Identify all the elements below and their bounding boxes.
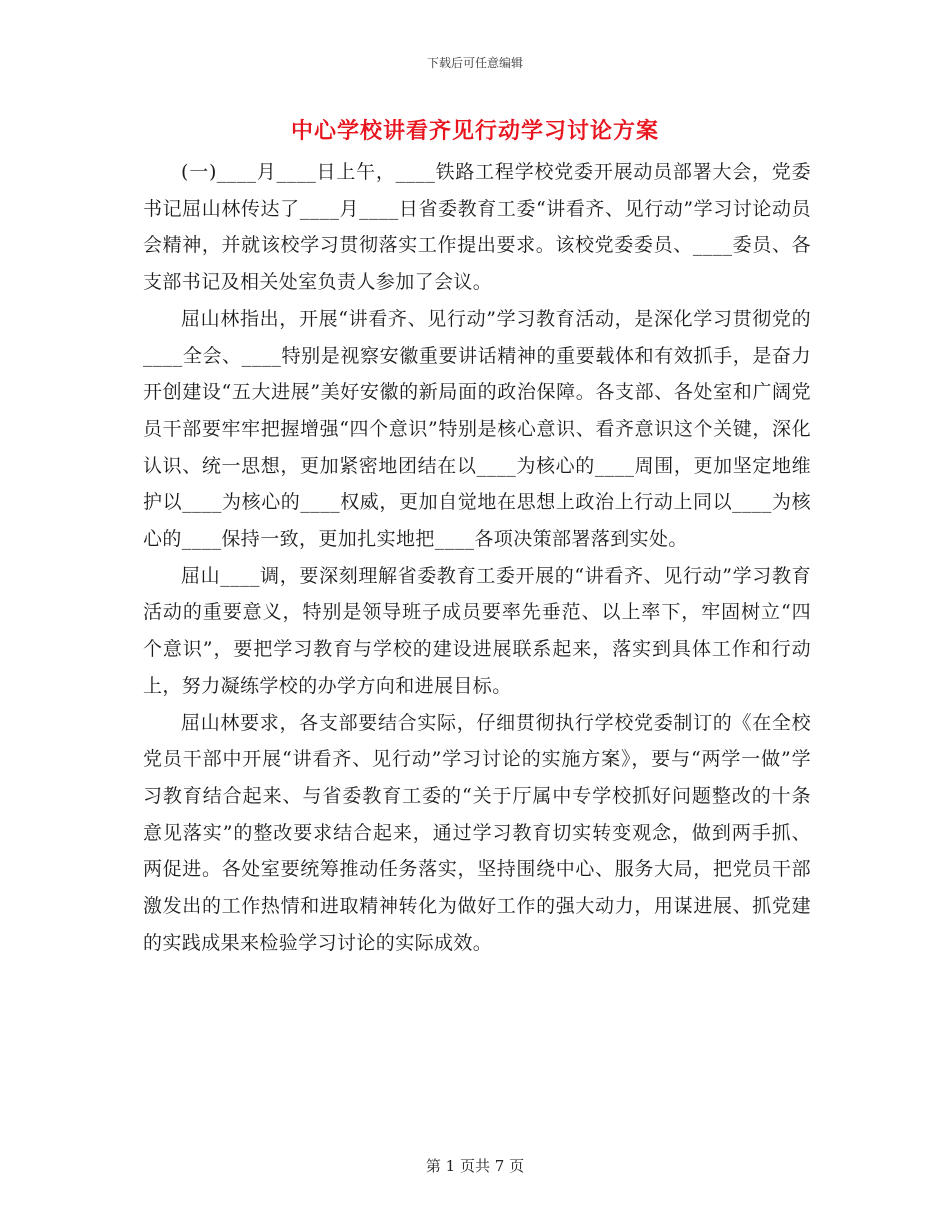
document-title: 中心学校讲看齐见行动学习讨论方案	[290, 118, 659, 144]
page-header-note: 下载后可任意编辑	[426, 56, 523, 70]
paragraph-4: 屈山林要求，各支部要结合实际，仔细贯彻执行学校党委制订的《在全校党员干部中开展“讲看齐、见行动”学习讨论的实施方案》，要与“两学一做”学习教育结合起来、与省委教育工委的“关于厅属中专学校抓好问题整改的十条意见落实”的整改要求结合起来，通过学习教育切实转变观念，做到两手抓、两促进。各处室要统筹推动任务落实，坚持围绕中心、服务大局，把党员干部激发出的工作热情和进取精神转化为做好工作的强大动力，用谋进展、抓党建的实践成果来检验学习讨论的实际成效。	[143, 711, 811, 954]
document-body	[143, 154, 811, 961]
paragraph-1: (一)____月____日上午，____铁路工程学校党委开展动员部署大会，党委书记屈山林传达了____月____日省委教育工委“讲看齐、见行动”学习讨论动员会精神，并就该校学习贯彻落实工作提出要求。该校党委委员、____委员、各支部书记及相关处室负责人参加了会议。	[143, 161, 811, 294]
paragraph-3: 屈山____调，要深刻理解省委教育工委开展的“讲看齐、见行动”学习教育活动的重要意义，特别是领导班子成员要率先垂范、以上率下，牢固树立“四个意识”，要把学习教育与学校的建设进展联系起来，落实到具体工作和行动上，努力凝练学校的办学方向和进展目标。	[143, 564, 811, 697]
paragraph-2: 屈山林指出，开展“讲看齐、见行动”学习教育活动，是深化学习贯彻党的____全会、____特别是视察安徽重要讲话精神的重要载体和有效抓手，是奋力开创建设“五大进展”美好安徽的新局面的政治保障。各支部、各处室和广阔党员干部要牢牢把握增强“四个意识”特别是核心意识、看齐意识这个关键，深化认识、统一思想，更加紧密地团结在以____为核心的____周围，更加坚定地维护以____为核心的____权威，更加自觉地在思想上政治上行动上同以____为核心的____保持一致，更加扎实地把____各项决策部署落到实处。	[143, 307, 811, 551]
page-number: 第 1 页共 7 页	[425, 1157, 525, 1175]
